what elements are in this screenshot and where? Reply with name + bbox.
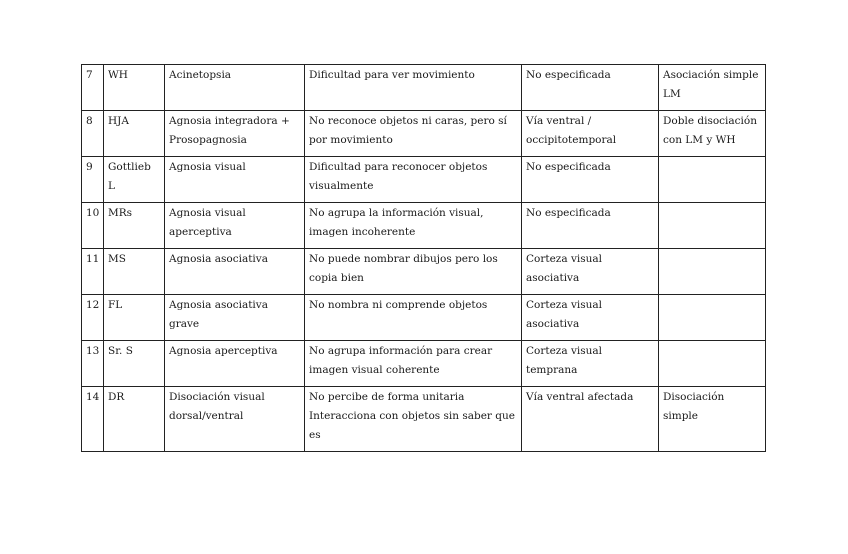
brain-region: No especificada	[522, 203, 659, 249]
table-row	[82, 341, 766, 387]
case-number: 9	[82, 157, 104, 203]
brain-region: Vía ventral / occipitotemporal	[522, 111, 659, 157]
diagnosis: Disociación visual dorsal/ventral	[165, 387, 305, 452]
relation	[659, 249, 766, 295]
diagnosis: Agnosia asociativa grave	[165, 295, 305, 341]
patient-name: HJA	[104, 111, 165, 157]
description: No puede nombrar dibujos pero los copia bien	[305, 249, 522, 295]
table-row	[82, 111, 766, 157]
diagnosis: Agnosia aperceptiva	[165, 341, 305, 387]
diagnosis: Agnosia integradora + Prosopagnosia	[165, 111, 305, 157]
case-number: 8	[82, 111, 104, 157]
case-number: 12	[82, 295, 104, 341]
relation: Disociación simple	[659, 387, 766, 452]
brain-region: Vía ventral afectada	[522, 387, 659, 452]
case-number: 10	[82, 203, 104, 249]
patient-name: Gottlieb L	[104, 157, 165, 203]
case-number: 13	[82, 341, 104, 387]
patient-name: WH	[104, 65, 165, 111]
table-row	[82, 387, 766, 452]
table-row	[82, 157, 766, 203]
relation: Doble disociación con LM y WH	[659, 111, 766, 157]
table-row	[82, 203, 766, 249]
relation	[659, 295, 766, 341]
diagnosis: Agnosia visual aperceptiva	[165, 203, 305, 249]
case-number: 14	[82, 387, 104, 452]
relation	[659, 157, 766, 203]
patient-name: MRs	[104, 203, 165, 249]
brain-region: Corteza visual temprana	[522, 341, 659, 387]
relation	[659, 203, 766, 249]
patient-name: DR	[104, 387, 165, 452]
table-row	[82, 65, 766, 111]
diagnosis: Agnosia visual	[165, 157, 305, 203]
description: No percibe de forma unitaria Interacciona con objetos sin saber que es	[305, 387, 522, 452]
description: Dificultad para reconocer objetos visualmente	[305, 157, 522, 203]
patient-name: Sr. S	[104, 341, 165, 387]
description: No reconoce objetos ni caras, pero sí por movimiento	[305, 111, 522, 157]
case-number: 11	[82, 249, 104, 295]
description: No agrupa información para crear imagen visual coherente	[305, 341, 522, 387]
table-row	[82, 295, 766, 341]
diagnosis: Agnosia asociativa	[165, 249, 305, 295]
case-number: 7	[82, 65, 104, 111]
cases-table	[81, 64, 766, 452]
description: No agrupa la información visual, imagen incoherente	[305, 203, 522, 249]
diagnosis: Acinetopsia	[165, 65, 305, 111]
relation: Asociación simple LM	[659, 65, 766, 111]
table-row	[82, 249, 766, 295]
patient-name: MS	[104, 249, 165, 295]
description: Dificultad para ver movimiento	[305, 65, 522, 111]
brain-region: Corteza visual asociativa	[522, 249, 659, 295]
patient-name: FL	[104, 295, 165, 341]
cases-table-body	[82, 65, 766, 452]
description: No nombra ni comprende objetos	[305, 295, 522, 341]
relation	[659, 341, 766, 387]
brain-region: No especificada	[522, 157, 659, 203]
brain-region: No especificada	[522, 65, 659, 111]
brain-region: Corteza visual asociativa	[522, 295, 659, 341]
